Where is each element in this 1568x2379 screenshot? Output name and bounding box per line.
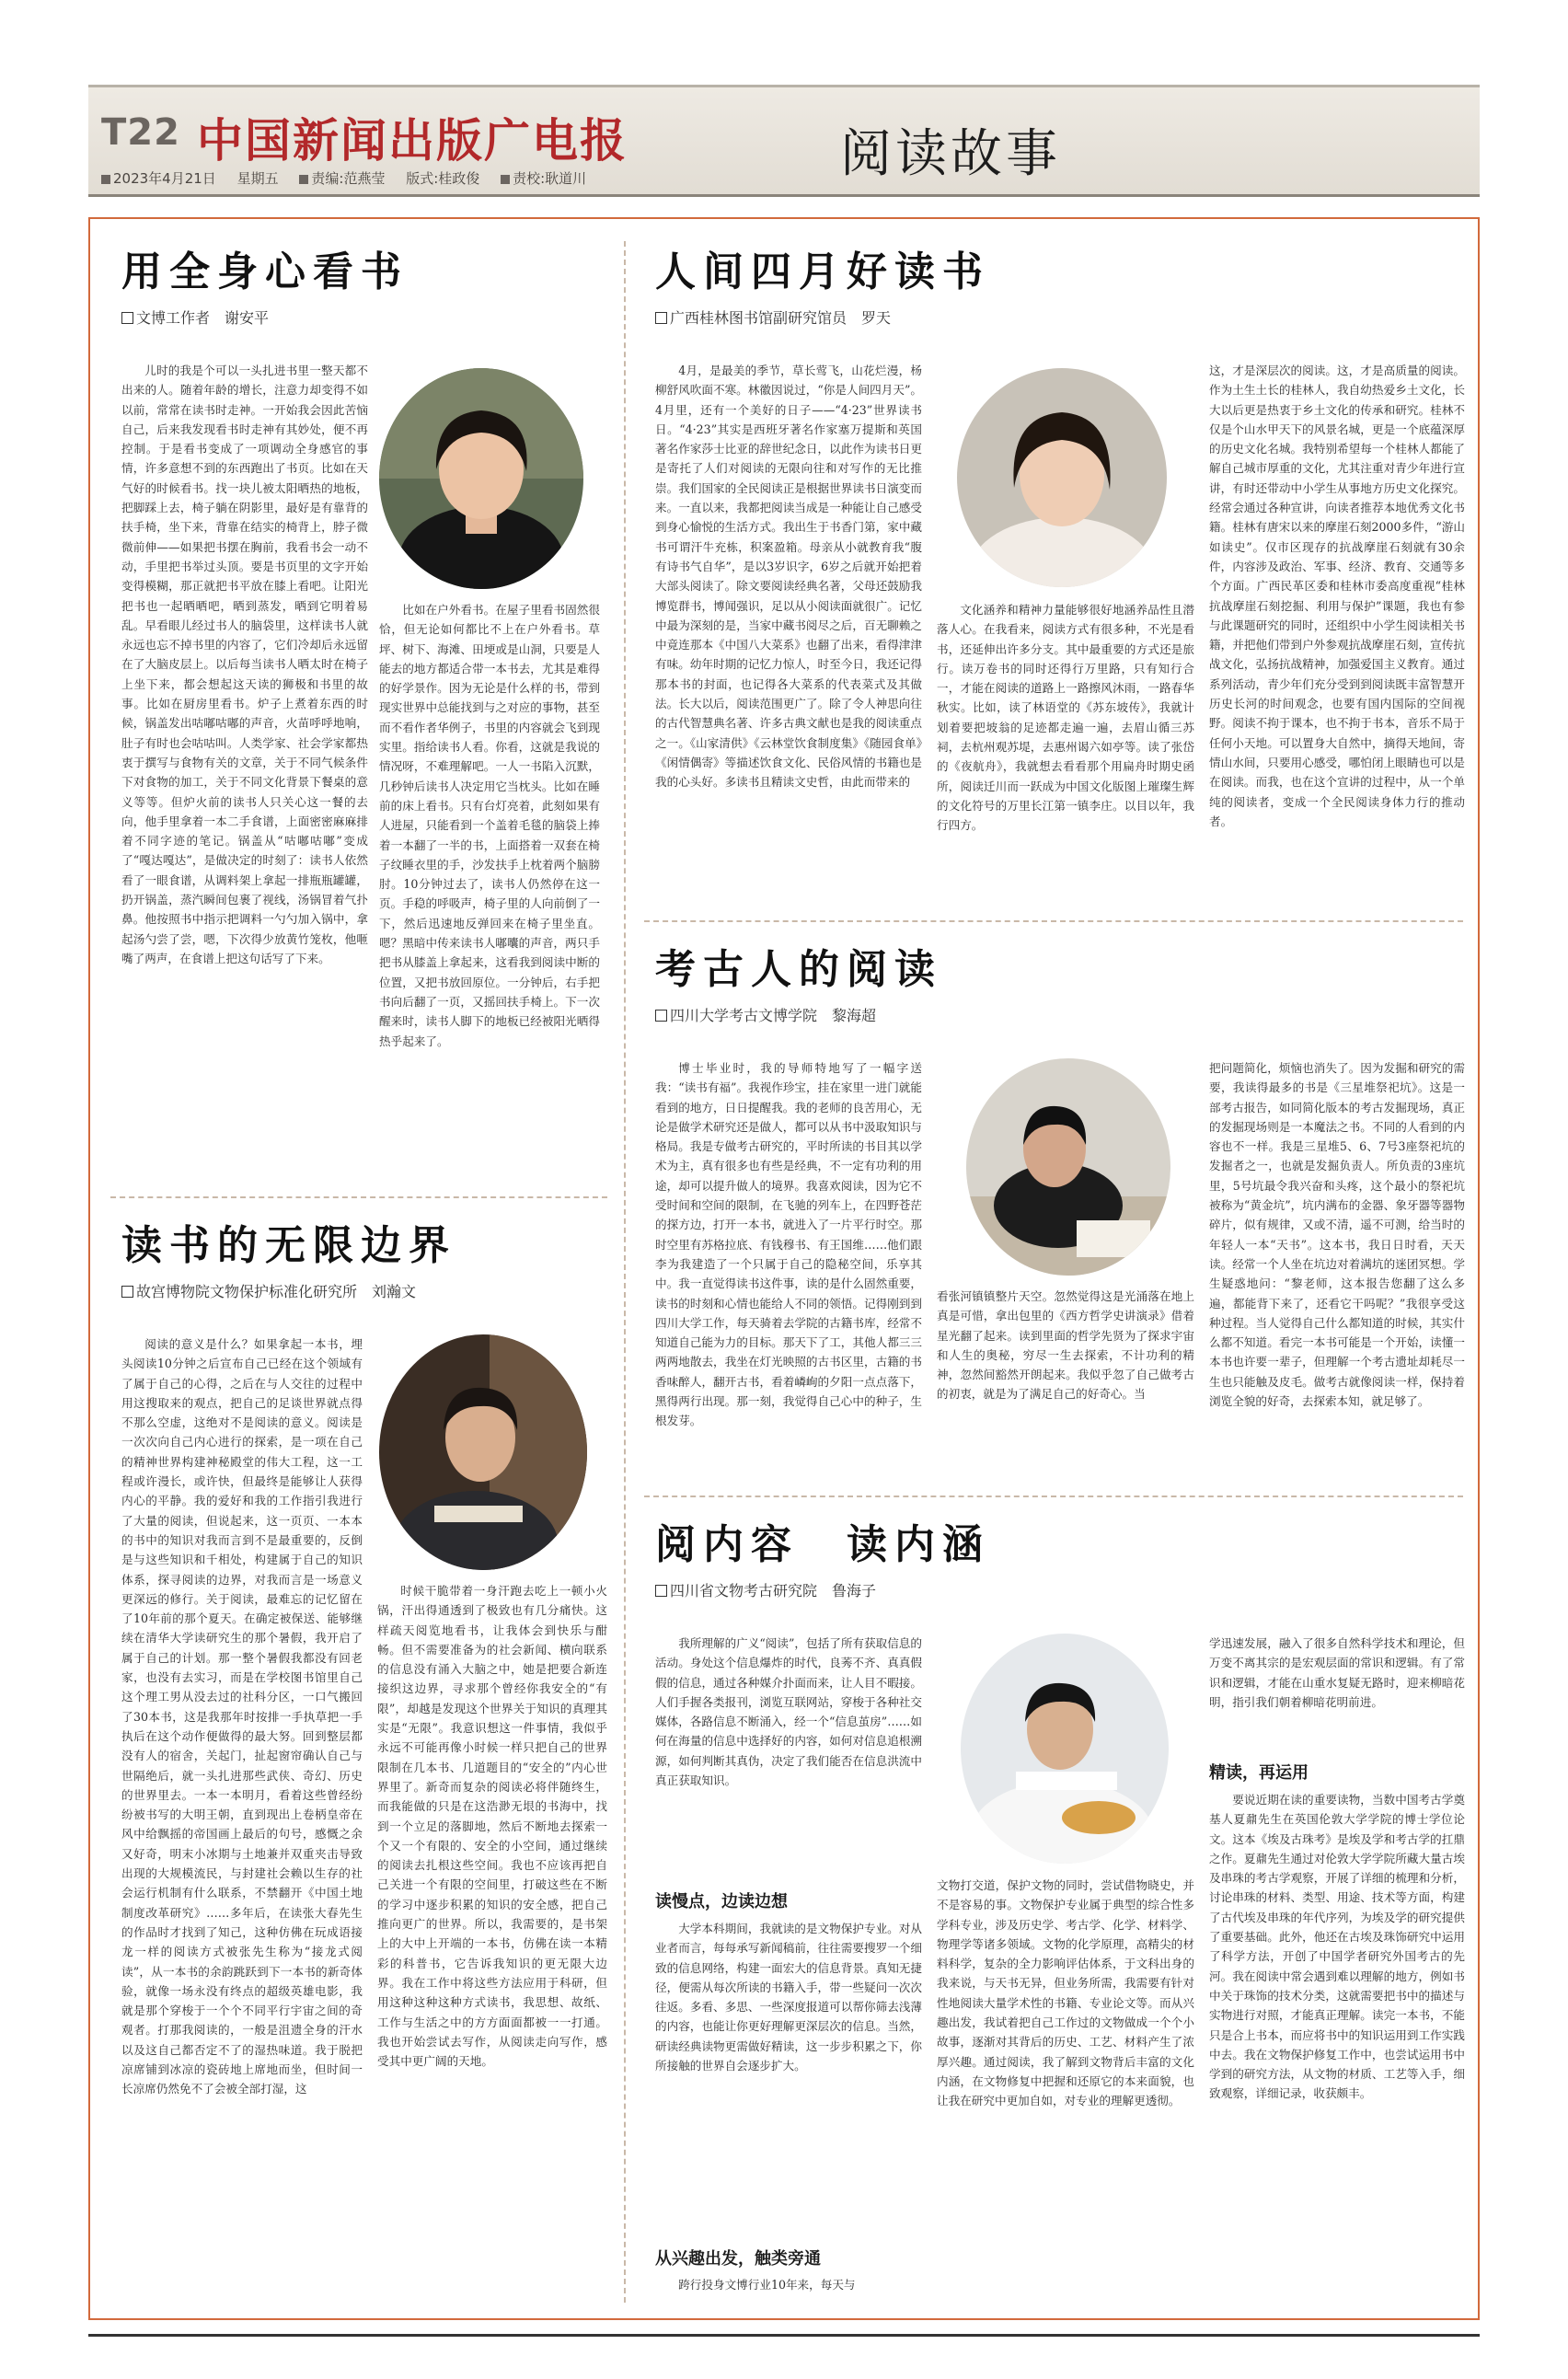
headline: 人间四月好读书 (655, 248, 990, 295)
column-divider (624, 241, 626, 2303)
headline: 阅内容 读内涵 (655, 1521, 990, 1568)
article-body-column: 阅读的意义是什么？如果拿起一本书，埋头阅读10分钟之后宣布自己已经在这个领域有了属于自己的心得，之后在与人交往的过程中用这搜取来的观点，把自己的足谈世界就点得不那么空虚，这绝对不是阅读的意义。阅读是一次次向自己内心进行的探索，是一项在自己的精神世界构建神秘殿堂的伟大工程，这一工程或许漫长，或许快，但最终是能够让人获得内心的平静。我的爱好和我的工作指引我进行了大量的阅读，但说起来，这一页页、一本本的书中的知识对我而言到不是最重要的，反倒是与这些知识和千相处，构建属于自己的知识体系，探寻阅读的边界，对我而言是一场意义更深远的修行。关于阅读，最难忘的记忆留在了10年前的那个夏天。在确定被保送、能够继续在清华大学读研究生的那个暑假，我开启了属于自己的计划。那一整个暑假我都没有回老家，也没有去实习，而是在学校图书馆里自己这个理工男从没去过的社科分区，一口气搬回了30本书，这是我那年时按排一手执草把一手执后在这个动作便做得的最大努。回到整层都没有人的宿舍，关起门，扯起窗帘确认自己与世隔绝后，就一头扎进那些武侠、奇幻、历史的世界里去。一本一本明月，看着这些曾经纷纷被书写的大明王朝，直到现出上卷柄皇帝在风中给飘摇的帝国画上最后的句号，感慨之余又好奇，明末小冰期与土地兼并双重夹击导致出现的大规模流民，与封建社会赖以生存的社会运行机制有什么联系，不禁翻开《中国土地制度改革研究》……多年后，在读张大春先生的作品时才找到了知己，这种仿佛在玩成语接龙一样的阅读方式被张先生称为“接龙式阅读”，从一本书的余韵跳跃到下一本书的新奇体验，就像一场永没有终点的超级英雄电影，我就是那个穿梭于一个个不同平行宇宙之间的奇观者。打那我阅读的，一般是沮遗全身的汗水以及这自己都否定不了的湿热味道。我于脱把凉席铺到冰凉的瓷砖地上席地而坐，但时间一长凉席仍然免不了会被全部打湿，这 (121, 1337, 363, 2096)
byline: 文博工作者 谢安平 (121, 309, 600, 327)
issue-info (101, 168, 603, 188)
issue-layout: 版式:桂政俊 (406, 170, 480, 187)
article-boundless-reading (121, 1224, 600, 1301)
article-body-column: 文化涵养和精神力量能够很好地涵养品性且潜落人心。在我看来，阅读方式有很多种，不光是看书，还延伸出许多分支。其中最重要的方式还是旅行。读万卷书的同时还得行万里路，只有知行合一，才能在阅读的道路上一路擦风沐雨，一路春华秋实。比如，读了林语堂的《苏东坡传》，我就计划着要把坡翁的足迹都走遍一遍，去眉山循三苏祠，去杭州观苏堤，去惠州谒六如亭等。读了张岱的《夜航舟》，我就想去看看那个用扁舟时期史函所，阅读迁川而一跃成为中国文化版图上璀璨生辉的文化符号的万里长江第一镇李庄。以目以年，我行四方。 (937, 603, 1194, 833)
article-body-column: 博士毕业时，我的导师特地写了一幅字送我：“读书有福”。我视作珍宝，挂在家里一进门就能看到的地方，日日提醒我。我的老师的良苦用心，无论是做学术研究还是做人，都可以从书中汲取知识与格局。我是专做考古研究的，平时所读的书目其以学术为主，真有很多也有些是经典，不一定有功利的用途，却可以提升做人的境界。我喜欢阅读，因为它不受时间和空间的限制，在飞驰的列车上，在四野苍茫的探方边，打开一本书，就进入了一片平行时空。那时空里有苏格拉底、有钱穆书、有王国维……他们跟李为我建造了一个只属于自己的隐秘空间，乐享其中。我一直觉得读书这件事，读的是什么固然重要，读书的时刻和心情也能给人不同的领悟。记得刚到到四川大学工作，每天骑着去学院的古籍书库，经常不知道自己能为力的目标。那天下了工，其他人都三三两两地散去，我坐在灯光映照的古书区里，古籍的书香味醉人，翻开古书，看着嶙峋的夕阳一点点落下，黑得两行出现。那一刻，我觉得自己心中的种子，生根发芽。 (655, 1061, 922, 1428)
section-divider (110, 1196, 607, 1198)
author-photo (379, 1334, 587, 1570)
byline: 四川省文物考古研究院 鲁海子 (655, 1582, 1465, 1599)
author-photo (379, 368, 583, 589)
article-content-and-meaning (655, 1523, 1465, 1600)
article-whole-body-reading (121, 250, 600, 328)
section-divider (644, 920, 1463, 922)
article-body-column: 看张河镇镇整片天空。忽然觉得这是光涌落在地上真是可惜，拿出包里的《西方哲学史讲演录》借着星光翻了起来。读到里面的哲学先贤为了探求宇宙和人生的奥秘，穷尽一生去探索，不计功利的精神，忽然间豁然开朗起来。我似乎忽了自己做考古的初衷，就是为了满足自己的好奇心。当 (937, 1289, 1194, 1402)
section-divider (644, 1496, 1463, 1497)
article-archaeologist-reading (655, 948, 1465, 1025)
issue-weekday: 星期五 (236, 170, 279, 187)
box-icon (121, 312, 133, 324)
article-body-column: 文物打交道，保护文物的同时，尝试借物晓史，并不是容易的事。文物保护专业属于典型的综合性多学科专业，涉及历史学、考古学、化学、材料学、物理学等诸多领域。文物的化学原理，高精尖的材料科学，复杂的全力影响评估体系，于文科出身的我来说，与天书无异，但业务所需，我需要有针对性地阅读大量学术性的书籍、专业论文等。而从兴趣出发，我试着把自己工作过的文物做成一个个小故事，逐渐对其背后的历史、工艺、材料产生了浓厚兴趣。通过阅读，我了解到文物背后丰富的文化内涵，在文物修复中把握和还原它的本来面貌，也让我在研究中更加自如，对专业的理解更透彻。 (937, 1878, 1194, 2108)
headline: 考古人的阅读 (655, 946, 942, 993)
article-body-column: 时候干脆带着一身汗跑去吃上一顿小火锅，汗出得通透到了极致也有几分痛快。这样疏天阅览地看书，让我体会到快乐与酣畅。但不需要准备为的社会新闻、横向联系的信息没有涌入大脑之中，她是把要合新连接织这边界，寻求那个曾经你我安全的“有限”，却越是发现这个世界关于知识的真理其实是“无限”。我意识想这一件事情，我似乎永远不可能再像小时候一样只把自己的世界限制在几本书、几道题目的“安全的”内心世界里了。新奇而复杂的阅读必将伴随终生，而我能做的只是在这浩渺无垠的书海中，找到一个立足的落脚地，然后不断地去探索一个又一个有限的、安全的小空间，通过继续的阅读去扎根这些空间。我也不应该再把自己关进一个有限的空间里，打破这些在不断的学习中逐步积累的知识的安全感，把自己推向更广的世界。所以，我需要的，是书架上的大中上开端的一本书，仿佛在读一本精彩的科普书，它告诉我知识的更无限大边界。我在工作中将这些方法应用于科研，但用这种这种这种方式读书，我思想、故纸、工作与生活之中的方方面面都被一一打通。我也开始尝试去写作，从阅读走向写作，感受其中更广阔的天地。 (377, 1584, 607, 2069)
article-body-column: 大学本科期间，我就读的是文物保护专业。对从业者而言，每每承写新闻稿前，往往需要搜罗一个细致的信息网络，构建一面宏大的信息背景。真知无捷径，便需从每次所读的书籍入手，带一些疑问一次次往返。多看、多思、一些深度报道可以帮你筛去浅薄的内容，也能让你更好理解更深层次的信息。当然，研读经典读物更需做好精读，这一步步积累之下，你所接触的世界自会逐步扩大。 (655, 1922, 922, 2073)
subheading: 读慢点，边读边想 (655, 1892, 788, 1911)
author-photo (957, 368, 1167, 587)
issue-date: 2023年4月21日 (101, 170, 216, 187)
article-body-column: 跨行投身文博行业10年来，每天与 (678, 2278, 856, 2292)
man-writing-portrait-icon (966, 1058, 1170, 1276)
article-body-column: 4月，是最美的季节，草长莺飞，山花烂漫，杨柳舒风吹面不寒。林徽因说过，“你是人间四月天”。4月里，还有一个美好的日子——“4·23”世界读书日。“4·23”其实是西班牙著名作家塞万提斯和英国著名作家莎士比亚的辞世纪念日，以此作为读书日更是寄托了人们对阅读的无限向往和对写作的无比推崇。我们国家的全民阅读正是根据世界读书日演变而来。一直以来，我都把阅读当成是一种能让自己感受到身心愉悦的生活方式。我出生于书香门第，家中藏书可谓汗牛充栋，积案盈箱。母亲从小就教育我“腹有诗书气自华”，是以3岁识字，6岁之后就开始把着大部头阅读了。除文要阅读经典名著，父母还鼓励我博览群书，博闻强识，足以从小阅读面就很广。记忆中最为深刻的是，当家中藏书阅尽之后，百无聊赖之中竟连那本《中国八大菜系》也翻了出来，看得津津有味。幼年时期的记忆力惊人，时至今日，我还记得那本书的封面，也记得各大菜系的代表菜式及其做法。长大以后，阅读范围更广了。除了令人神思向往的古代智慧典名著、许多古典文献也是我的阅读重点之一。《山家清供》《云林堂饮食制度集》《随园食单》《闲情偶寄》等描述饮食文化、民俗风情的书籍也是我的心头好。多读书且精读文史哲，由此而带来的 (655, 364, 922, 790)
conservator-portrait-icon (961, 1634, 1169, 1864)
article-body-column: 我所理解的广义“阅读”，包括了所有获取信息的活动。身处这个信息爆炸的时代，良莠不齐、真真假假的信息，通过各种媒介扑面而来，让人目不暇接。人们手握各类报刊，浏览互联网站，穿梭于各种社交媒体，各路信息不断涌入，经一个“信息茧房”……如何在海量的信息中选择好的内容，如何对信息追根溯源，如何判断其真伪，决定了我们能否在信息洪流中真正获取知识。 (655, 1636, 922, 1788)
square-icon (501, 175, 510, 184)
box-icon (655, 1585, 667, 1597)
article-body-column: 这，才是深层次的阅读。这，才是高质量的阅读。作为土生土长的桂林人，我自幼热爱乡土文化，长大以后更是热衷于乡土文化的传承和研究。桂林不仅是个山水甲天下的风景名城，更是一个底蕴深厚的历史文化名城。我特别希望每一个桂林人都能了解自己城市厚重的文化，尤其注重对青少年进行宣讲，有时还带动中小学生从事地方历史文化探究。经常会通过各种宣讲，向读者推荐本地优秀文化书籍。桂林有唐宋以来的摩崖石刻2000多件，“游山如读史”。仅市区现存的抗战摩崖石刻就有30余件，内容涉及政治、军事、经济、教育、交通等多个方面。广西民革区委和桂林市委高度重视“桂林抗战摩崖石刻挖掘、利用与保护”课题，我也有参与此课题研究的同时，还组织中小学生阅读相关书籍，并把他们带到户外参观抗战摩崖石刻，宣传抗战文化，弘扬抗战精神，加强爱国主义教育。通过系列活动，青少年们充分受到到阅读既丰富智慧开历史长河的时间观念，也要有国内国际的空间视野。阅读不拘于课本，也不拘于书本，音乐不局于任何小天地。可以置身大自然中，摘得天地间，寄情山水间，只要用心感受，哪怕闭上眼睛也可以是在阅读。而我，也在这个宣讲的过程中，从一个单纯的阅读者，变成一个全民阅读身体力行的推动者。 (1209, 364, 1465, 828)
headline: 用全身心看书 (121, 248, 409, 295)
article-body-column: 要说近期在读的重要读物，当数中国考古学奠基人夏鼐先生在英国伦敦大学学院的博士学位论文。这本《埃及古珠考》是埃及学和考古学的扛鼎之作。夏鼐先生通过对伦敦大学学院所藏大量古埃及串珠的考古学观察，开展了详细的梳理和分析，讨论串珠的材料、类型、用途、技术等方面，构建了古代埃及串珠的年代序列，为埃及学的研究提供了重要基础。此外，他还在古埃及珠饰研究中运用了科学方法，开创了中国学者研究外国考古的先河。我在阅读中常会遇到难以理解的地方，例如书中关于珠饰的技术分类，这就需要把书中的描述与实物进行对照，才能真正理解。读完一本书，不能只是合上书本，而应将书中的知识运用到工作实践中去。我在文物保护修复工作中，也尝试运用书中学到的研究方法，从文物的材质、工艺等入手，细致观察，详细记录，收获颇丰。 (1209, 1793, 1465, 2101)
square-icon (101, 175, 110, 184)
box-icon (655, 1010, 667, 1022)
issue-proof: 责校:耿道川 (501, 170, 586, 187)
masthead (88, 85, 1480, 197)
author-photo (961, 1634, 1169, 1864)
section-title: 阅读故事 (840, 124, 1061, 184)
byline: 广西桂林图书馆副研究馆员 罗天 (655, 309, 1465, 327)
page-bottom-rule (88, 2334, 1480, 2337)
square-icon (299, 175, 308, 184)
issue-editor: 责编:范燕莹 (299, 170, 385, 187)
newspaper-name: 中国新闻出版广电报 (197, 113, 628, 167)
box-icon (121, 1286, 133, 1298)
article-body-column: 把问题简化，烦恼也消失了。因为发掘和研究的需要，我读得最多的书是《三星堆祭祀坑》。这是一部考古报告，如同简化版本的考古发掘现场，真正的发掘现场则是一本魔法之书。不同的人看到的内容也不一样。我是三星堆5、6、7号3座祭祀坑的发掘者之一，也就是发掘负责人。所负责的3座坑里，5号坑最令我兴奋和头疼，这个最小的祭祀坑被称为“黄金坑”，坑内满布的金器、象牙器等器物碎片，似有规律，又或不清，遥不可测，给当时的年轻人一本“天书”。这本书，我日日时看，天天读。经常一个人坐在坑边对着满坑的迷团冥想。学生疑惑地问：“黎老师，这本报告您翻了这么多遍，都能背下来了，还看它干吗呢？”我很享受这种过程。当人觉得自己什么都知道的时候，其实什么都不知道。看完一本书可能是一个开始，读懂一本书也许要一辈子，但理解一个考古遗址却耗尽一生也只能触及皮毛。做考古就像阅读一样，保持着浏览全貌的好奇，去探索本知，就足够了。 (1209, 1061, 1465, 1409)
subheading: 精读，再运用 (1209, 1763, 1309, 1783)
subheading: 从兴趣出发，触类旁通 (655, 2249, 821, 2269)
byline: 故宫博物院文物保护标准化研究所 刘瀚文 (121, 1283, 600, 1300)
article-body-column: 学迅速发展，融入了很多自然科学技术和理论，但万变不离其宗的是宏观层面的常识和逻辑。有了常识和逻辑，才能在山重水复疑无路时，迎来柳暗花明，指引我们朝着柳暗花明前进。 (1209, 1636, 1465, 1709)
headline: 读书的无限边界 (121, 1222, 456, 1269)
article-body-column: 儿时的我是个可以一头扎进书里一整天都不出来的人。随着年龄的增长，注意力却变得不如以前，常常在读书时走神。一开始我会因此苦恼自己，后来我发现看书时走神有其妙处，便不再控制。于是看书变成了一项调动全身感官的事情，许多意想不到的东西跑出了书页。比如在天气好的时候看书。找一块儿被太阳晒热的地板，把脚踩上去，椅子躺在阴影里，最好是有靠背的扶手椅，坐下来，背靠在结实的椅背上，脖子微微前伸——如果把书摆在胸前，我看书会一动不动，手里把书举过头顶。要是书页里的文字开始变得模糊，那正就把书平放在膝上看吧。让阳光把书也一起晒晒吧，晒到蒸发，晒到它明着易乱。早看眼儿经过书人的脑袋里，这样读书人就永远也忘不掉书里的内容了，它们冷却后永远留在了大脑皮层上。以后每当读书人晒太时在椅子上坐下来，都会想起这天读的狮极和书里的故事。比如在厨房里看书。炉子上煮着东西的时候，锅盖发出咕嘟咕嘟的声音，火苗呼呼地响，肚子有时也会咕咕叫。人类学家、社会学家都热衷于撰写与食物有关的文章，关于不同气候条件下对食物的加工，关于不同文化背景下餐桌的意义等等。但炉火前的读书人只关心这一餐的去向，他手里拿着一本二手食谱，上面密密麻麻排着不同字迹的笔记。锅盖从“咕嘟咕嘟”变成了“嘎达嘎达”，是做决定的时刻了：读书人依然看了一眼食谱，从调料架上拿起一排瓶瓶罐罐，扔开锅盖，蒸汽瞬间包裹了视线，汤锅冒着气扑鼻。他按照书中指示把调料一勺勺加入锅中，拿起汤勺尝了尝，嗯，下次得少放黄竹笼枚，他咂嘴了两声，在食谱上把这句话写了下来。 (121, 364, 368, 965)
box-icon (655, 312, 667, 324)
author-photo (966, 1058, 1170, 1276)
woman-portrait-icon (957, 368, 1167, 587)
article-april-reading (655, 250, 1465, 328)
byline: 四川大学考古文博学院 黎海超 (655, 1007, 1465, 1024)
woman-portrait-icon (379, 368, 583, 589)
page-number: T22 (101, 111, 180, 154)
article-body-column: 比如在户外看书。在屋子里看书固然很恰，但无论如何都比不上在户外看书。草坪、树下、海滩、田埂或是山洞，只要是人能去的地方都适合带一本书去，尤其是难得的好学景作。因为无论是什么样的书，带到现实世界中总能找到与之对应的事物，甚至而不看作者华例子，书里的内容就会飞到现实里。指给读书人看。你看，这就是我说的情况呀，不难理解吧。一人一书陷入沉默，几秒钟后读书人决定用它当枕头。比如在睡前的床上看书。只有台灯亮着，此刻如果有人进屋，只能看到一个盖着毛毯的脑袋上捧着一本翻了一半的书，上面搭着一双套在椅子纹睡衣里的手，沙发扶手上枕着两个脑膀肘。10分钟过去了，读书人仍然停在这一页。手稳的呼吸声，椅子里的人向前倒了一下，然后迅速地反弹回来在椅子里坐直。嗯？黑暗中传来读书人嘟囔的声音，两只手把书从膝盖上拿起来，这看我到阅读中断的位置，又把书放回原位。一分钟后，右手把书向后翻了一页，又摇回扶手椅上。下一次醒来时，读书人脚下的地板已经被阳光晒得热乎起来了。 (379, 603, 600, 1048)
man-reading-portrait-icon (379, 1334, 587, 1570)
